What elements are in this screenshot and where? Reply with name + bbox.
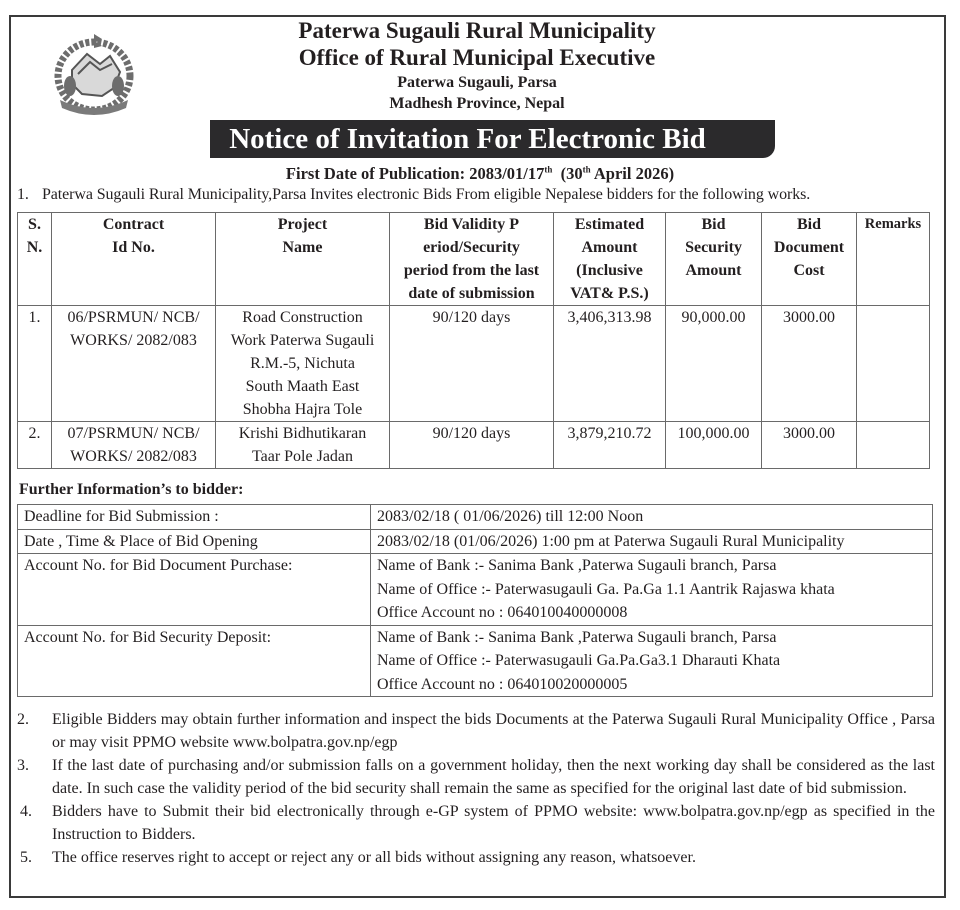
header-remarks: [857, 213, 930, 306]
header-text: Security: [685, 239, 742, 256]
intro-text: Paterwa Sugauli Rural Municipality,Parsa Invites electronic Bids From eligible Nepalese bidders for the following works.: [42, 186, 811, 203]
intro-number: 1.: [17, 186, 29, 203]
header-bid-validity: [390, 213, 554, 306]
bids-table: [17, 212, 930, 469]
info-value: [371, 505, 933, 530]
cell-sn: 1.: [18, 306, 52, 422]
cell-project-name: [216, 422, 390, 469]
cell-remarks: [857, 422, 930, 469]
municipality-name: Paterwa Sugauli Rural Municipality: [298, 18, 656, 43]
header-text: Cost: [793, 262, 825, 279]
cell-line: Shobha Hajra Tole: [242, 401, 363, 418]
header-project-name: [216, 213, 390, 306]
list-item: [17, 800, 935, 846]
office-address: Paterwa Sugauli, Parsa: [397, 74, 557, 91]
info-row-document-purchase: [18, 554, 933, 626]
header-text: Amount: [685, 262, 742, 279]
cell-line: Road Construction: [242, 309, 363, 326]
cell-line: 06/PSRMUN/ NCB/: [67, 309, 200, 326]
header-text: Remarks: [864, 216, 922, 232]
list-item: [17, 708, 935, 754]
header-document-cost: [762, 213, 857, 306]
info-value-line: Name of Bank :- Sanima Bank ,Paterwa Sugauli branch, Parsa: [377, 557, 777, 574]
table-row: [18, 306, 930, 422]
office-province: Madhesh Province, Nepal: [389, 95, 565, 112]
cell-line: Work Paterwa Sugauli: [230, 332, 375, 349]
cell-line: WORKS/ 2082/083: [70, 332, 197, 349]
cell-remarks: [857, 306, 930, 422]
publication-date-sup: th: [544, 164, 553, 175]
info-value-line: Name of Bank :- Sanima Bank ,Paterwa Sugauli branch, Parsa: [377, 628, 777, 646]
note-number: 5.: [20, 849, 32, 866]
info-label: Account No. for Bid Document Purchase:: [18, 554, 371, 626]
note-text: Eligible Bidders may obtain further information and inspect the bids Documents at the Paterwa Sugauli Rural Municipality Office , Parsa or may visit PPMO website www.bolpatra.gov.np/egp: [52, 711, 935, 751]
header-text: Id No.: [112, 239, 155, 256]
header-bid-security: [666, 213, 762, 306]
note-number: 3.: [17, 757, 29, 774]
info-value: [371, 554, 933, 626]
header-text: VAT& P.S.): [570, 285, 649, 302]
info-row-opening: [18, 529, 933, 554]
note-number: 2.: [17, 711, 29, 728]
header-estimated-amount: [554, 213, 666, 306]
cell-document-cost: 3000.00: [762, 422, 857, 469]
info-row-deadline: [18, 505, 933, 530]
header-text: Bid: [796, 216, 821, 233]
info-value-line: Name of Office :- Paterwasugauli Ga. Pa.Ga 1.1 Aantrik Rajaswa khata: [377, 580, 835, 598]
header-text: Estimated: [574, 216, 645, 233]
info-row-security-deposit: [18, 625, 933, 697]
bids-table-header: [18, 213, 930, 306]
intro-paragraph: [17, 186, 810, 204]
note-text: If the last date of purchasing and/or submission falls on a government holiday, then the next working day shall be considered as the last date. In such case the validity period of the bid security shall remain the same as specified for the original last date of bid submission.: [52, 757, 935, 797]
cell-project-name: [216, 306, 390, 422]
note-text: The office reserves right to accept or reject any or all bids without assigning any reason, whatsoever.: [52, 849, 696, 866]
table-row: [18, 422, 930, 469]
cell-bid-security: 90,000.00: [666, 306, 762, 422]
header-text: Bid Validity P: [423, 216, 520, 233]
publication-date-english: (30: [552, 164, 583, 183]
cell-validity: 90/120 days: [390, 422, 554, 469]
info-label: Date , Time & Place of Bid Opening: [18, 529, 371, 554]
header-contract-id: [52, 213, 216, 306]
header-text: S.: [28, 216, 41, 233]
cell-contract-id: [52, 306, 216, 422]
further-info-title: Further Information’s to bidder:: [19, 481, 244, 498]
list-item: [17, 754, 935, 800]
info-value-line: Office Account no : 064010040000008: [377, 604, 628, 621]
publication-date: [0, 164, 960, 184]
info-label: Account No. for Bid Security Deposit:: [18, 625, 371, 697]
header-text: Bid: [701, 216, 726, 233]
info-value-line: 2083/02/18 ( 01/06/2026) till 12:00 Noon: [377, 508, 644, 525]
info-value-line: 2083/02/18 (01/06/2026) 1:00 pm at Paterwa Sugauli Rural Municipality: [377, 532, 845, 550]
notes-list: [17, 708, 935, 869]
list-item: [17, 846, 935, 869]
info-value-line: Office Account no : 064010020000005: [377, 675, 628, 693]
header-text: Name: [282, 239, 323, 256]
header-sn: [18, 213, 52, 306]
cell-estimated-amount: 3,879,210.72: [554, 422, 666, 469]
cell-estimated-amount: 3,406,313.98: [554, 306, 666, 422]
info-value: [371, 625, 933, 697]
info-value: [371, 529, 933, 554]
cell-document-cost: 3000.00: [762, 306, 857, 422]
cell-line: South Maath East: [245, 378, 360, 395]
cell-contract-id: [52, 422, 216, 469]
info-value-line: Name of Office :- Paterwasugauli Ga.Pa.Ga3.1 Dharauti Khata: [377, 652, 781, 669]
note-text: Bidders have to Submit their bid electronically through e-GP system of PPMO website: www.bolpatra.gov.np/egp as specified in the Instruction to Bidders.: [52, 803, 935, 843]
header-text: (Inclusive: [576, 262, 643, 279]
notice-title-banner: Notice of Invitation For Electronic Bid: [210, 120, 775, 158]
cell-bid-security: 100,000.00: [666, 422, 762, 469]
cell-validity: 90/120 days: [390, 306, 554, 422]
cell-line: Krishi Bidhutikaran: [238, 425, 367, 442]
cell-sn: 2.: [18, 422, 52, 469]
header-text: period from the last: [403, 262, 540, 279]
note-number: 4.: [20, 803, 32, 820]
publication-date-english-rest: April 2026): [590, 164, 675, 183]
further-info-table: [17, 504, 933, 697]
header-text: Document: [773, 239, 845, 256]
info-label: Deadline for Bid Submission :: [18, 505, 371, 530]
cell-line: WORKS/ 2082/083: [70, 448, 197, 465]
publication-date-text: First Date of Publication: 2083/01/17: [285, 164, 545, 183]
cell-line: 07/PSRMUN/ NCB/: [67, 425, 200, 442]
header-text: date of submission: [408, 285, 535, 302]
header-text: Project: [277, 216, 328, 233]
cell-line: Taar Pole Jadan: [251, 448, 354, 465]
header-text: N.: [26, 239, 43, 256]
cell-line: R.M.-5, Nichuta: [250, 355, 355, 372]
publication-date-english-sup: th: [582, 164, 591, 175]
header-text: Amount: [581, 239, 638, 256]
header-text: Contract: [102, 216, 165, 233]
office-name: Office of Rural Municipal Executive: [298, 45, 656, 70]
header-text: eriod/Security: [423, 239, 520, 256]
